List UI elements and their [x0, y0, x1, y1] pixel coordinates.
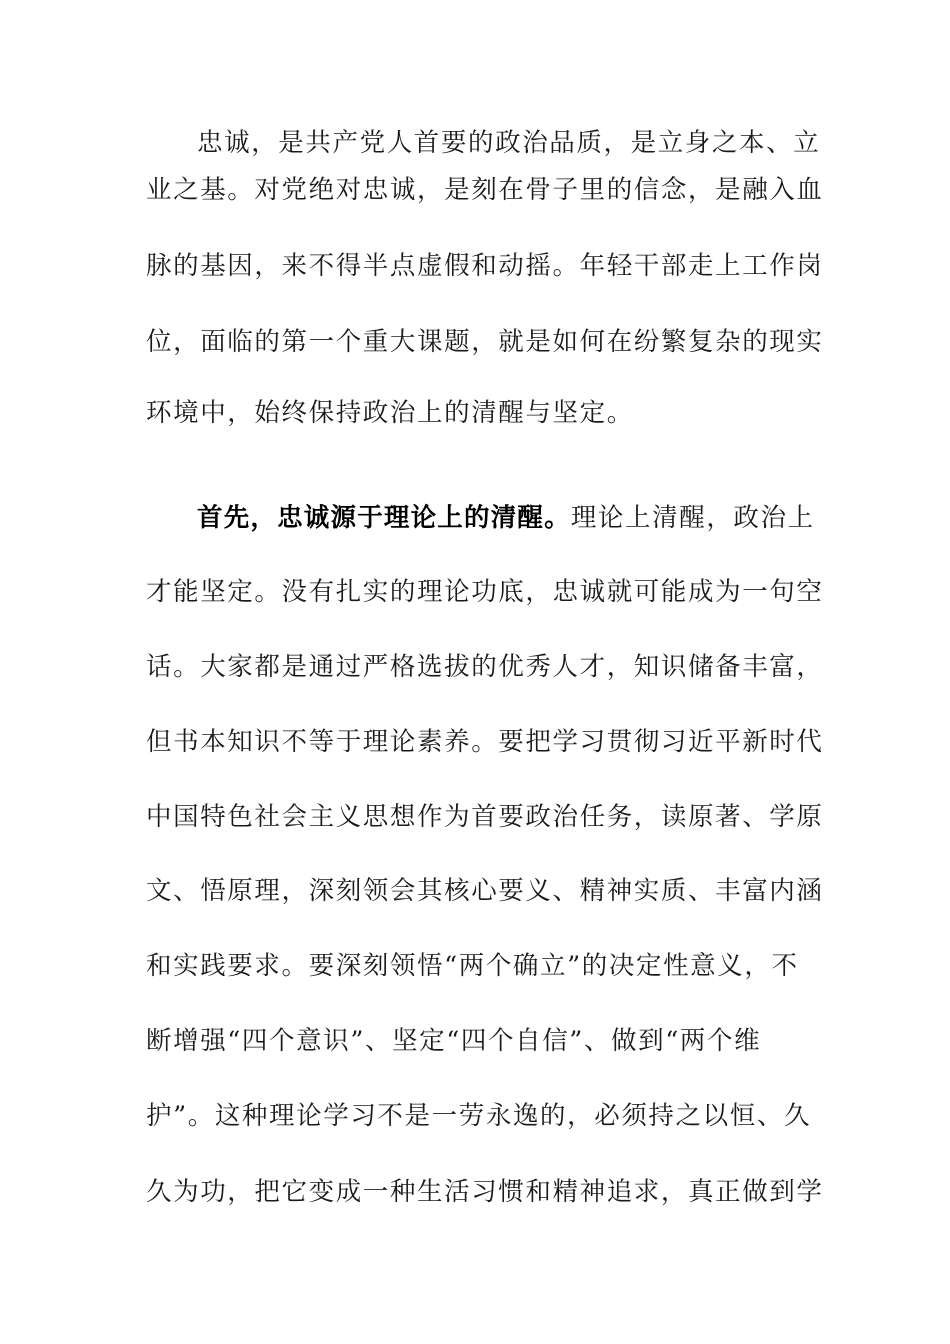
paragraph-2-line-1 — [197, 498, 857, 538]
paragraph-2-line-10: 久为功，把它变成一种生活习惯和精神追求，真正做到学 — [146, 1177, 824, 1207]
paragraph-2-line-9: 护”。这种理论学习不是一劳永逸的，必须持之以恒、久 — [146, 1101, 812, 1131]
paragraph-2-line-4: 但书本知识不等于理论素养。要把学习贯彻习近平新时代 — [146, 727, 824, 757]
paragraph-2-line-7: 和实践要求。要深刻领悟“两个确立”的决定性意义，不 — [146, 951, 799, 981]
paragraph-1-line-3: 脉的基因，来不得半点虚假和动摇。年轻干部走上工作岗 — [146, 251, 824, 281]
paragraph-1-line-5: 环境中，始终保持政治上的清醒与坚定。 — [146, 398, 634, 428]
paragraph-2-line-8: 断增强“四个意识”、坚定“四个自信”、做到“两个维 — [146, 1026, 762, 1056]
paragraph-1-line-1: 忠诚，是共产党人首要的政治品质，是立身之本、立 — [197, 128, 821, 158]
paragraph-1-line-4: 位，面临的第一个重大课题，就是如何在纷繁复杂的现实 — [146, 327, 824, 357]
paragraph-1-line-2: 业之基。对党绝对忠诚，是刻在骨子里的信念，是融入血 — [146, 175, 824, 205]
paragraph-2-line-5: 中国特色社会主义思想作为首要政治任务，读原著、学原 — [146, 802, 824, 832]
paragraph-2-line-6: 文、悟原理，深刻领会其核心要义、精神实质、丰富内涵 — [146, 876, 824, 906]
paragraph-2-line-1-rest: 理论上清醒，政治上 — [570, 503, 815, 533]
paragraph-2-heading: 首先，忠诚源于理论上的清醒。 — [197, 503, 571, 533]
paragraph-2-line-2: 才能坚定。没有扎实的理论功底，忠诚就可能成为一句空 — [146, 577, 824, 607]
paragraph-2-line-3: 话。大家都是通过严格选拔的优秀人才，知识储备丰富， — [146, 652, 824, 682]
